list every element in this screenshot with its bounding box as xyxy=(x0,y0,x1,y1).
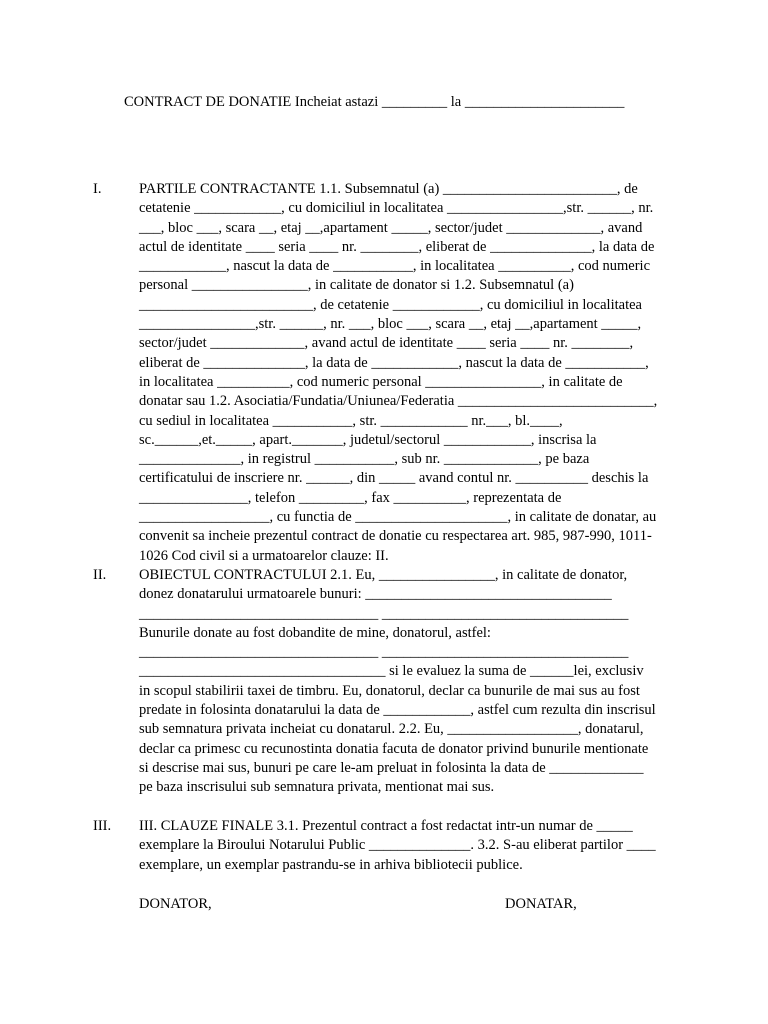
donee-signature-label: DONATAR, xyxy=(505,896,577,912)
section-number: III. xyxy=(93,818,112,834)
section-final-clauses xyxy=(93,817,677,875)
signature-block xyxy=(139,895,619,915)
section-object xyxy=(93,566,677,798)
section-number: I. xyxy=(93,181,102,197)
section-parties xyxy=(93,180,677,566)
section-text: OBIECTUL CONTRACTULUI 2.1. Eu, ________________, in calitate de donator, donez donatarului urmatoarele bunuri: __________________________________ _________________________________ __________________________________ Bunurile donate au fost dobandite de mine, donatorul, astfel: _________________________________ __________________________________ __________________________________ si le evaluez la suma de ______lei, exclusiv in scopul stabilirii taxei de timbru. Eu, donatorul, declar ca bunurile de mai sus au fost predate in folosinta donatarului la data de ____________, astfel cum rezulta din inscrisul sub semnatura privata incheiat cu donatarul. 2.2. Eu, __________________, donatarul, declar ca primesc cu recunostinta donatia facuta de donator privind bunurile mentionate si descrise mai sus, bunuri pe care le-am preluat in folosinta la data de _____________ pe baza inscrisului sub semnatura privata, mentionat mai sus. xyxy=(139,567,656,796)
section-number: II. xyxy=(93,567,107,583)
section-text: III. CLAUZE FINALE 3.1. Prezentul contract a fost redactat intr-un numar de _____ exemplare la Biroului Notarului Public ______________. 3.2. S-au eliberat partilor ____ exemplare, un exemplar pastrandu-se in arhiva bibliotecii publice. xyxy=(139,818,656,873)
section-text: PARTILE CONTRACTANTE 1.1. Subsemnatul (a) ________________________, de cetatenie ____________, cu domiciliul in localitatea ________________,str. ______, nr. ___, bloc ___, scara __, etaj __,apartament _____, sector/judet _____________, avand actul de identitate ____ seria ____ nr. ________, eliberat de ______________, la data de ____________, nascut la data de ___________, in localitatea __________, cod numeric personal ________________, in calitate de donator si 1.2. Subsemnatul (a) ________________________, de cetatenie ____________, cu domiciliul in localitatea ________________,str. ______, nr. ___, bloc ___, scara __, etaj __,apartament _____, sector/judet _____________, avand actul de identitate ____ seria ____ nr. ________, eliberat de ______________, la data de ____________, nascut la data de ___________, in localitatea __________, cod numeric personal ________________, in calitate de donatar sau 1.2. Asociatia/Fundatia/Uniunea/Federatia ___________________________, cu sediul in localitatea ___________, str. ____________ nr.___, bl.____, sc.______,et._____, apart._______, judetul/sectorul ____________, inscrisa la ______________, in registrul ___________, sub nr. _____________, pe baza certificatului de inscriere nr. ______, din _____ avand contul nr. __________ deschis la _______________, telefon _________, fax __________, reprezentata de __________________, cu functia de _____________________, in calitate de donatar, au convenit sa incheie prezentul contract de donatie cu respectarea art. 985, 987-990, 1011- 1026 Cod civil si a urmatoarelor clauze: II. xyxy=(139,181,658,564)
contract-title: CONTRACT DE DONATIE Incheiat astazi _________ la ______________________ xyxy=(124,94,625,110)
donor-signature-label: DONATOR, xyxy=(139,896,212,912)
